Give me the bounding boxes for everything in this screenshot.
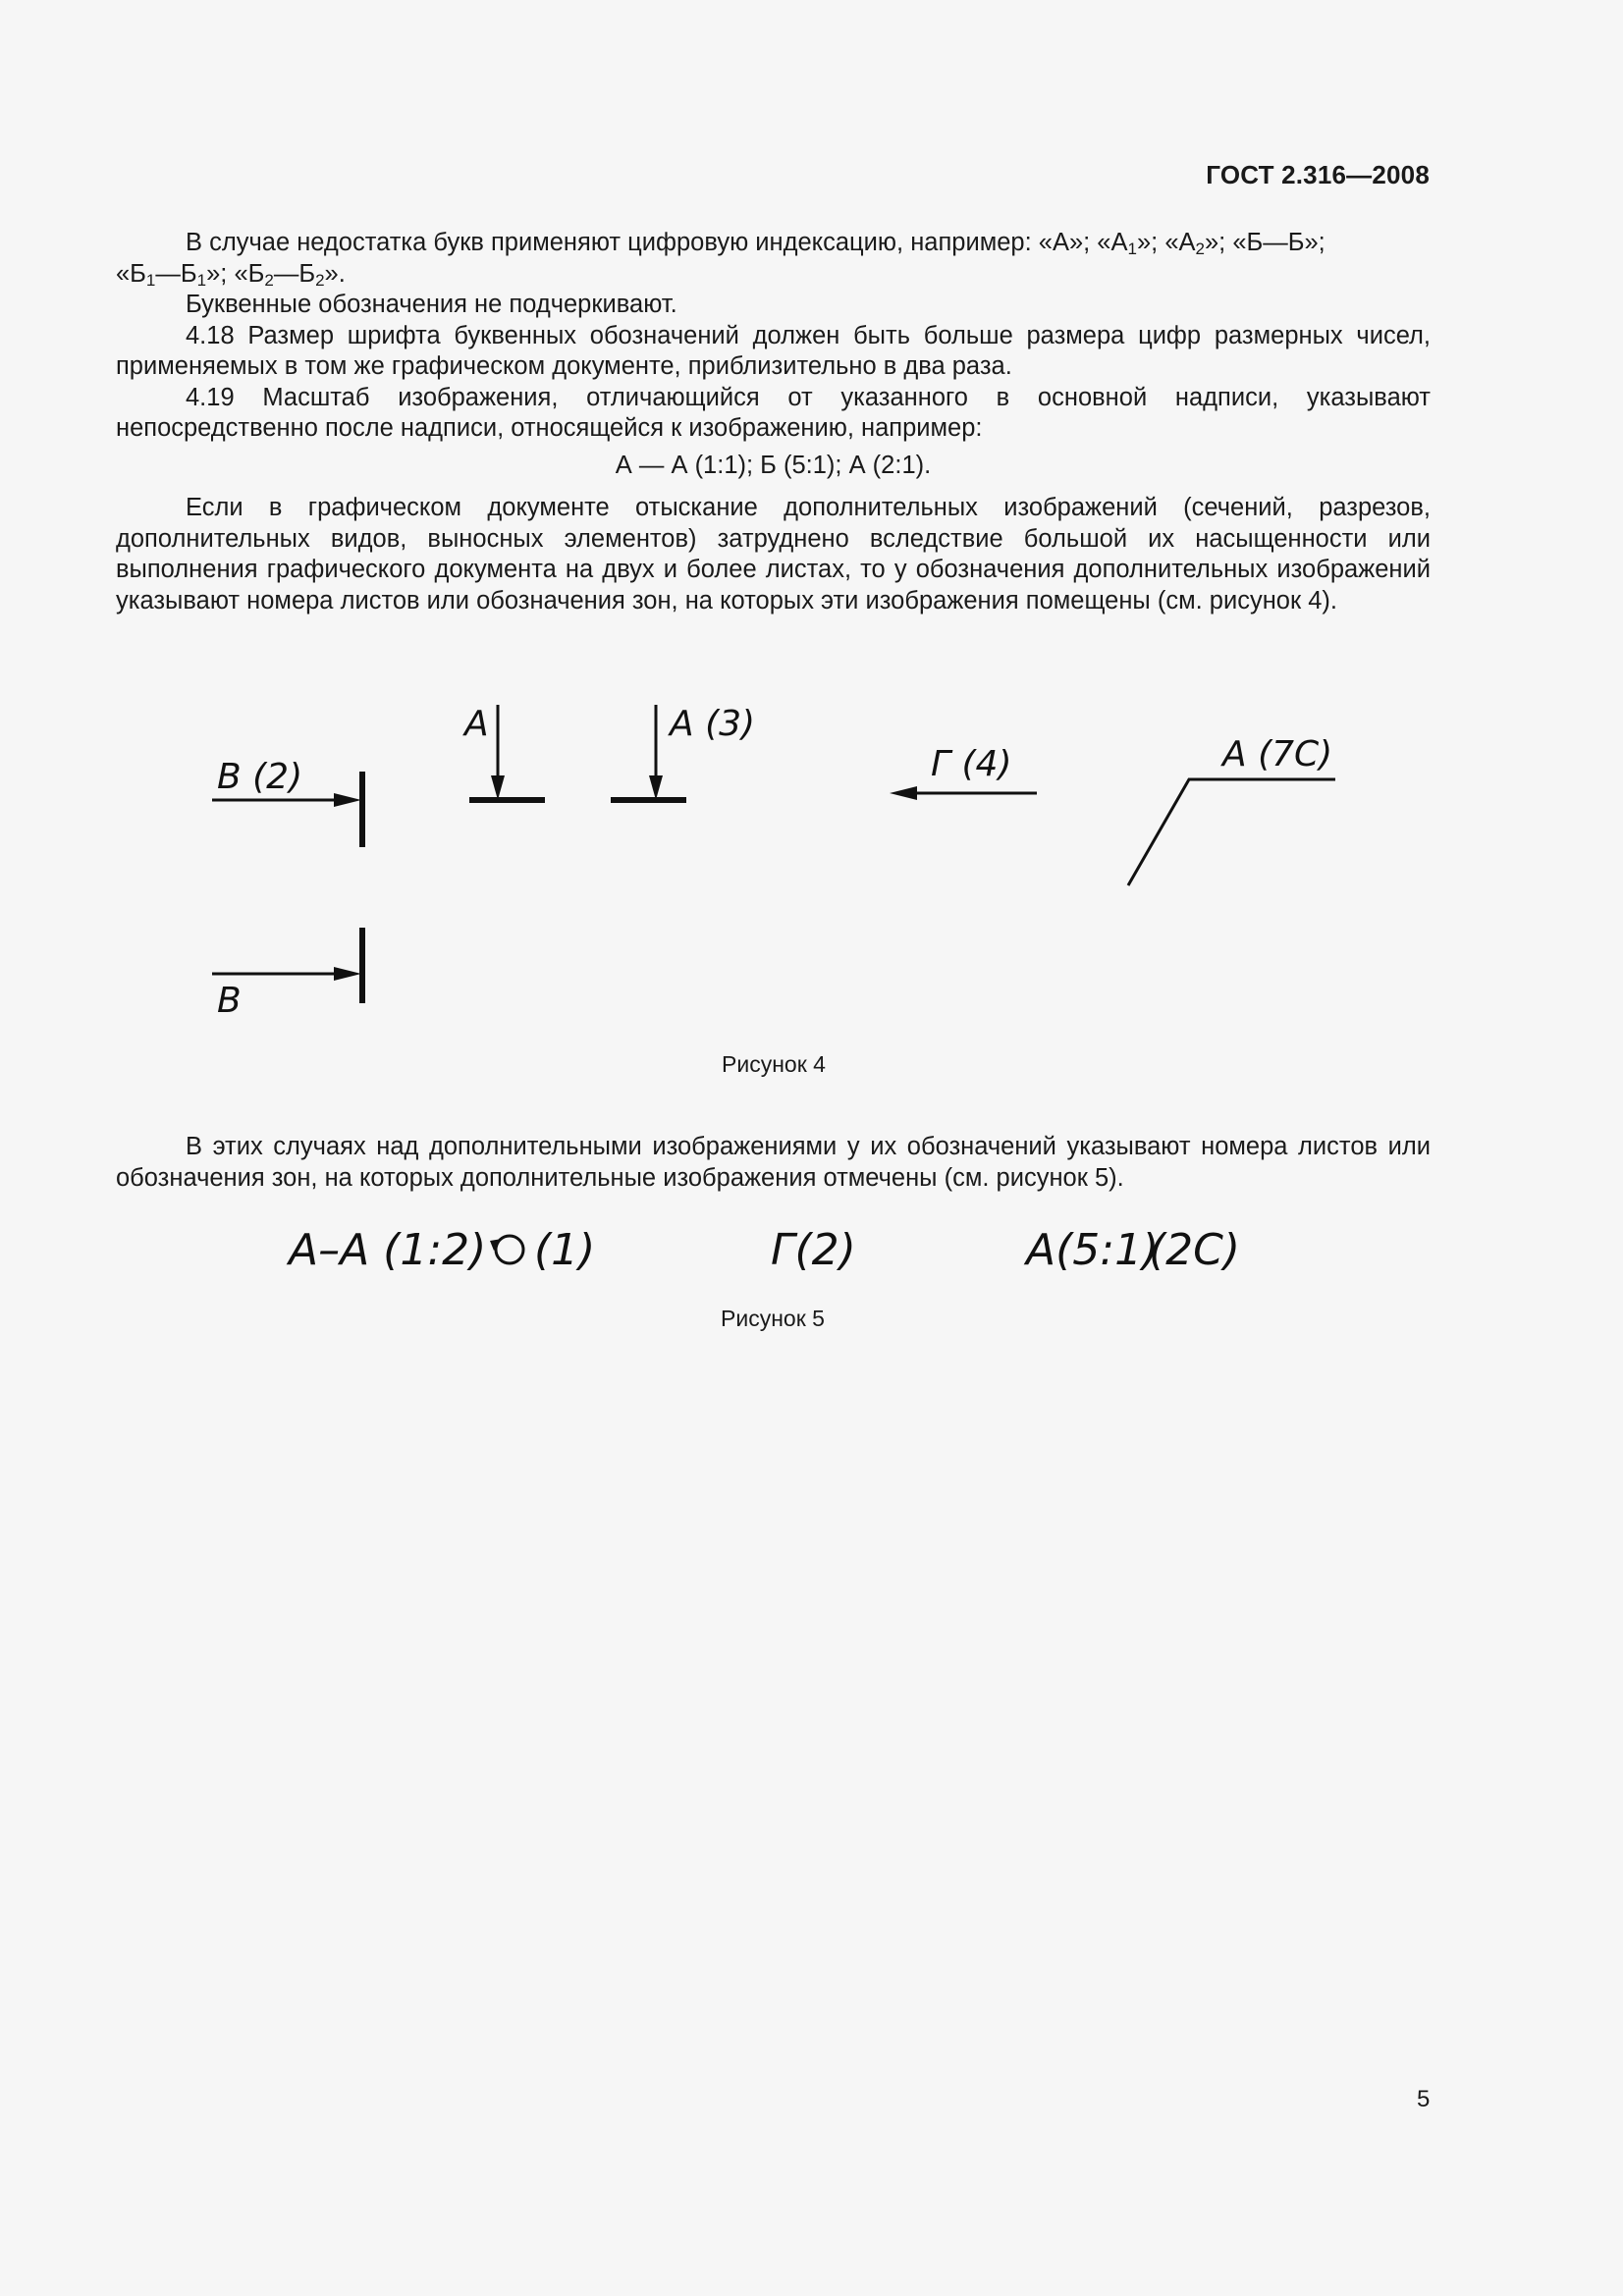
page-number: 5 [1417, 2086, 1431, 2112]
scale-example: А — А (1:1); Б (5:1); А (2:1). [615, 451, 932, 479]
label-b2: В (2) [217, 757, 303, 797]
label-g2: Г(2) [771, 1225, 856, 1275]
label-a: А [464, 704, 489, 744]
paragraph-indexing: В случае недостатка букв применяют цифровую индексацию, например: «А»; «$А_1$»; «$А_2$»; «Б—Б»; [186, 229, 1325, 258]
label-a51: А(5:1) [1026, 1225, 1160, 1275]
label-a7c: А (7С) [1222, 734, 1333, 774]
paragraph-no-underline: Буквенные обозначения не подчеркивают. [186, 291, 677, 318]
figure-5-caption: Рисунок 5 [721, 1306, 825, 1331]
label-twoc: (2С) [1149, 1225, 1241, 1275]
rotated-icon [490, 1236, 523, 1263]
label-one: (1) [534, 1225, 596, 1275]
label-aa-scale: А–А (1:2) [289, 1225, 487, 1275]
document-number: ГОСТ 2.316—2008 [1206, 160, 1430, 189]
paragraph-additional-images: Если в графическом документе отыскание дополнительных изображений (сечений, разрезов, дополнительных видов, выносных элементов) затруднено вследствие большой их насыщенности или выполнения графического документа на двух и более листах, то у обозначения дополнительных изображений указывают номера листов или обозначения зон, на которых эти изображения помещены (см. рисунок 4). [116, 494, 1431, 614]
paragraph-4-18: 4.18 Размер шрифта буквенных обозначений должен быть больше размера цифр размерных чисел, применяемых в том же графическом документе, приблизительно в два раза. [116, 321, 1431, 380]
paragraph-cases: В этих случаях над дополнительными изображениями у их обозначений указывают номера листов или обозначения зон, на которых дополнительные изображения отмечены (см. рисунок 5). [116, 1133, 1431, 1192]
paragraph-indexing-line2: «$Б_1—Б_1$»; «$Б_2—Б_2$». [116, 259, 346, 290]
paragraph-4-19: 4.19 Масштаб изображения, отличающийся от указанного в основной надписи, указывают непосредственно после надписи, относящейся к изображению, например: [116, 383, 1431, 442]
label-b: В [217, 981, 242, 1021]
figure-4-caption: Рисунок 4 [722, 1051, 826, 1077]
label-a3: А (3) [670, 704, 756, 744]
label-g4: Г (4) [931, 744, 1012, 784]
